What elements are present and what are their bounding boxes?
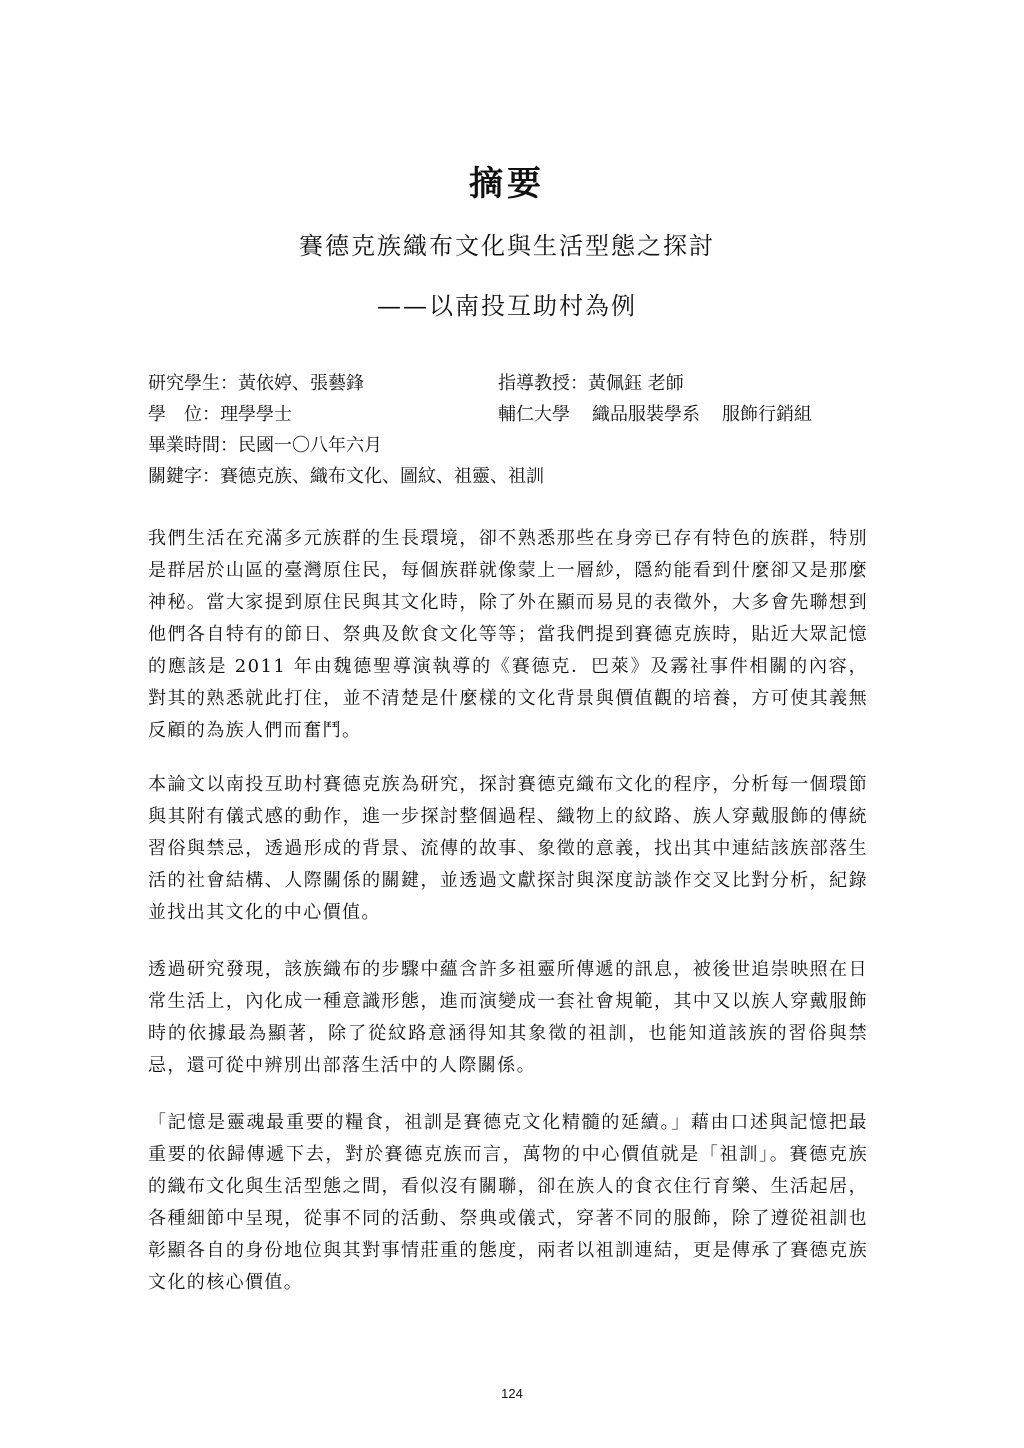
abstract-paragraph-3: 透過研究發現，該族織布的步驟中蘊含許多祖靈所傳遞的訊息，被後世追崇映照在日常生活上，內化成一種意識形態，進而演變成一套社會規範，其中又以族人穿戴服飾時的依據最為顯著，除了從紋路意涵得知其象徵的祖訓，也能知道該族的習俗與禁忌，還可從中辨別出部落生活中的人際關係。: [148, 959, 868, 1076]
abstract-paragraph-1: 我們生活在充滿多元族群的生長環境，卻不熟悉那些在身旁已存有特色的族群，特別是群居於山區的臺灣原住民，每個族群就像蒙上一層紗，隱約能看到什麼卻又是那麼神秘。當大家提到原住民與其文化時，除了外在顯而易見的表徵外，大多會先聯想到他們各自特有的節日、祭典及飲食文化等等；當我們提到賽德克族時，貼近大眾記憶的應該是 2011 年由魏德聖導演執導的《賽德克．巴萊》及霧社事件相關的內容，對其的熟悉就此打住，並不清楚是什麼樣的文化背景與價值觀的培養，方可使其義無反顧的為族人們而奮鬥。: [148, 528, 868, 741]
meta-division: 服飾行銷組: [722, 404, 812, 425]
thesis-title: 賽德克族織布文化與生活型態之探討: [299, 232, 715, 260]
thesis-subtitle: ——以南投互助村為例: [377, 292, 637, 320]
meta-graduation: 畢業時間：民國一〇八年六月: [148, 435, 382, 456]
meta-student: 研究學生：黃依婷、張藝鋒: [148, 373, 364, 394]
meta-university: 輔仁大學: [498, 404, 570, 425]
meta-degree: 學 位：理學學士: [148, 404, 292, 425]
meta-advisor: 指導教授：黃佩鈺 老師: [498, 373, 684, 394]
abstract-paragraph-4: 「記憶是靈魂最重要的糧食，祖訓是賽德克文化精髓的延續。」藉由口述與記憶把最重要的依歸傳遞下去，對於賽德克族而言，萬物的中心價值就是「祖訓」。賽德克族的織布文化與生活型態之間，看似沒有關聯，卻在族人的食衣住行育樂、生活起居，各種細節中呈現，從事不同的活動、祭典或儀式，穿著不同的服飾，除了遵從祖訓也彰顯各自的身份地位與其對事情莊重的態度，兩者以祖訓連結，更是傳承了賽德克族文化的核心價值。: [148, 1112, 868, 1293]
page-title: 摘要: [469, 164, 545, 204]
abstract-paragraph-2: 本論文以南投互助村賽德克族為研究，探討賽德克織布文化的程序，分析每一個環節與其附有儀式感的動作，進一步探討整個過程、織物上的紋路、族人穿戴服飾的傳統習俗與禁忌，透過形成的背景、流傳的故事、象徵的意義，找出其中連結該族部落生活的社會結構、人際關係的關鍵，並透過文獻探討與深度訪談作交叉比對分析，紀錄並找出其文化的中心價值。: [148, 774, 868, 923]
meta-affiliation: [498, 402, 812, 428]
meta-keywords: 關鍵字：賽德克族、織布文化、圖紋、祖靈、祖訓: [148, 466, 544, 487]
page-number: 124: [501, 1386, 523, 1401]
meta-department: 織品服裝學系: [592, 404, 700, 425]
